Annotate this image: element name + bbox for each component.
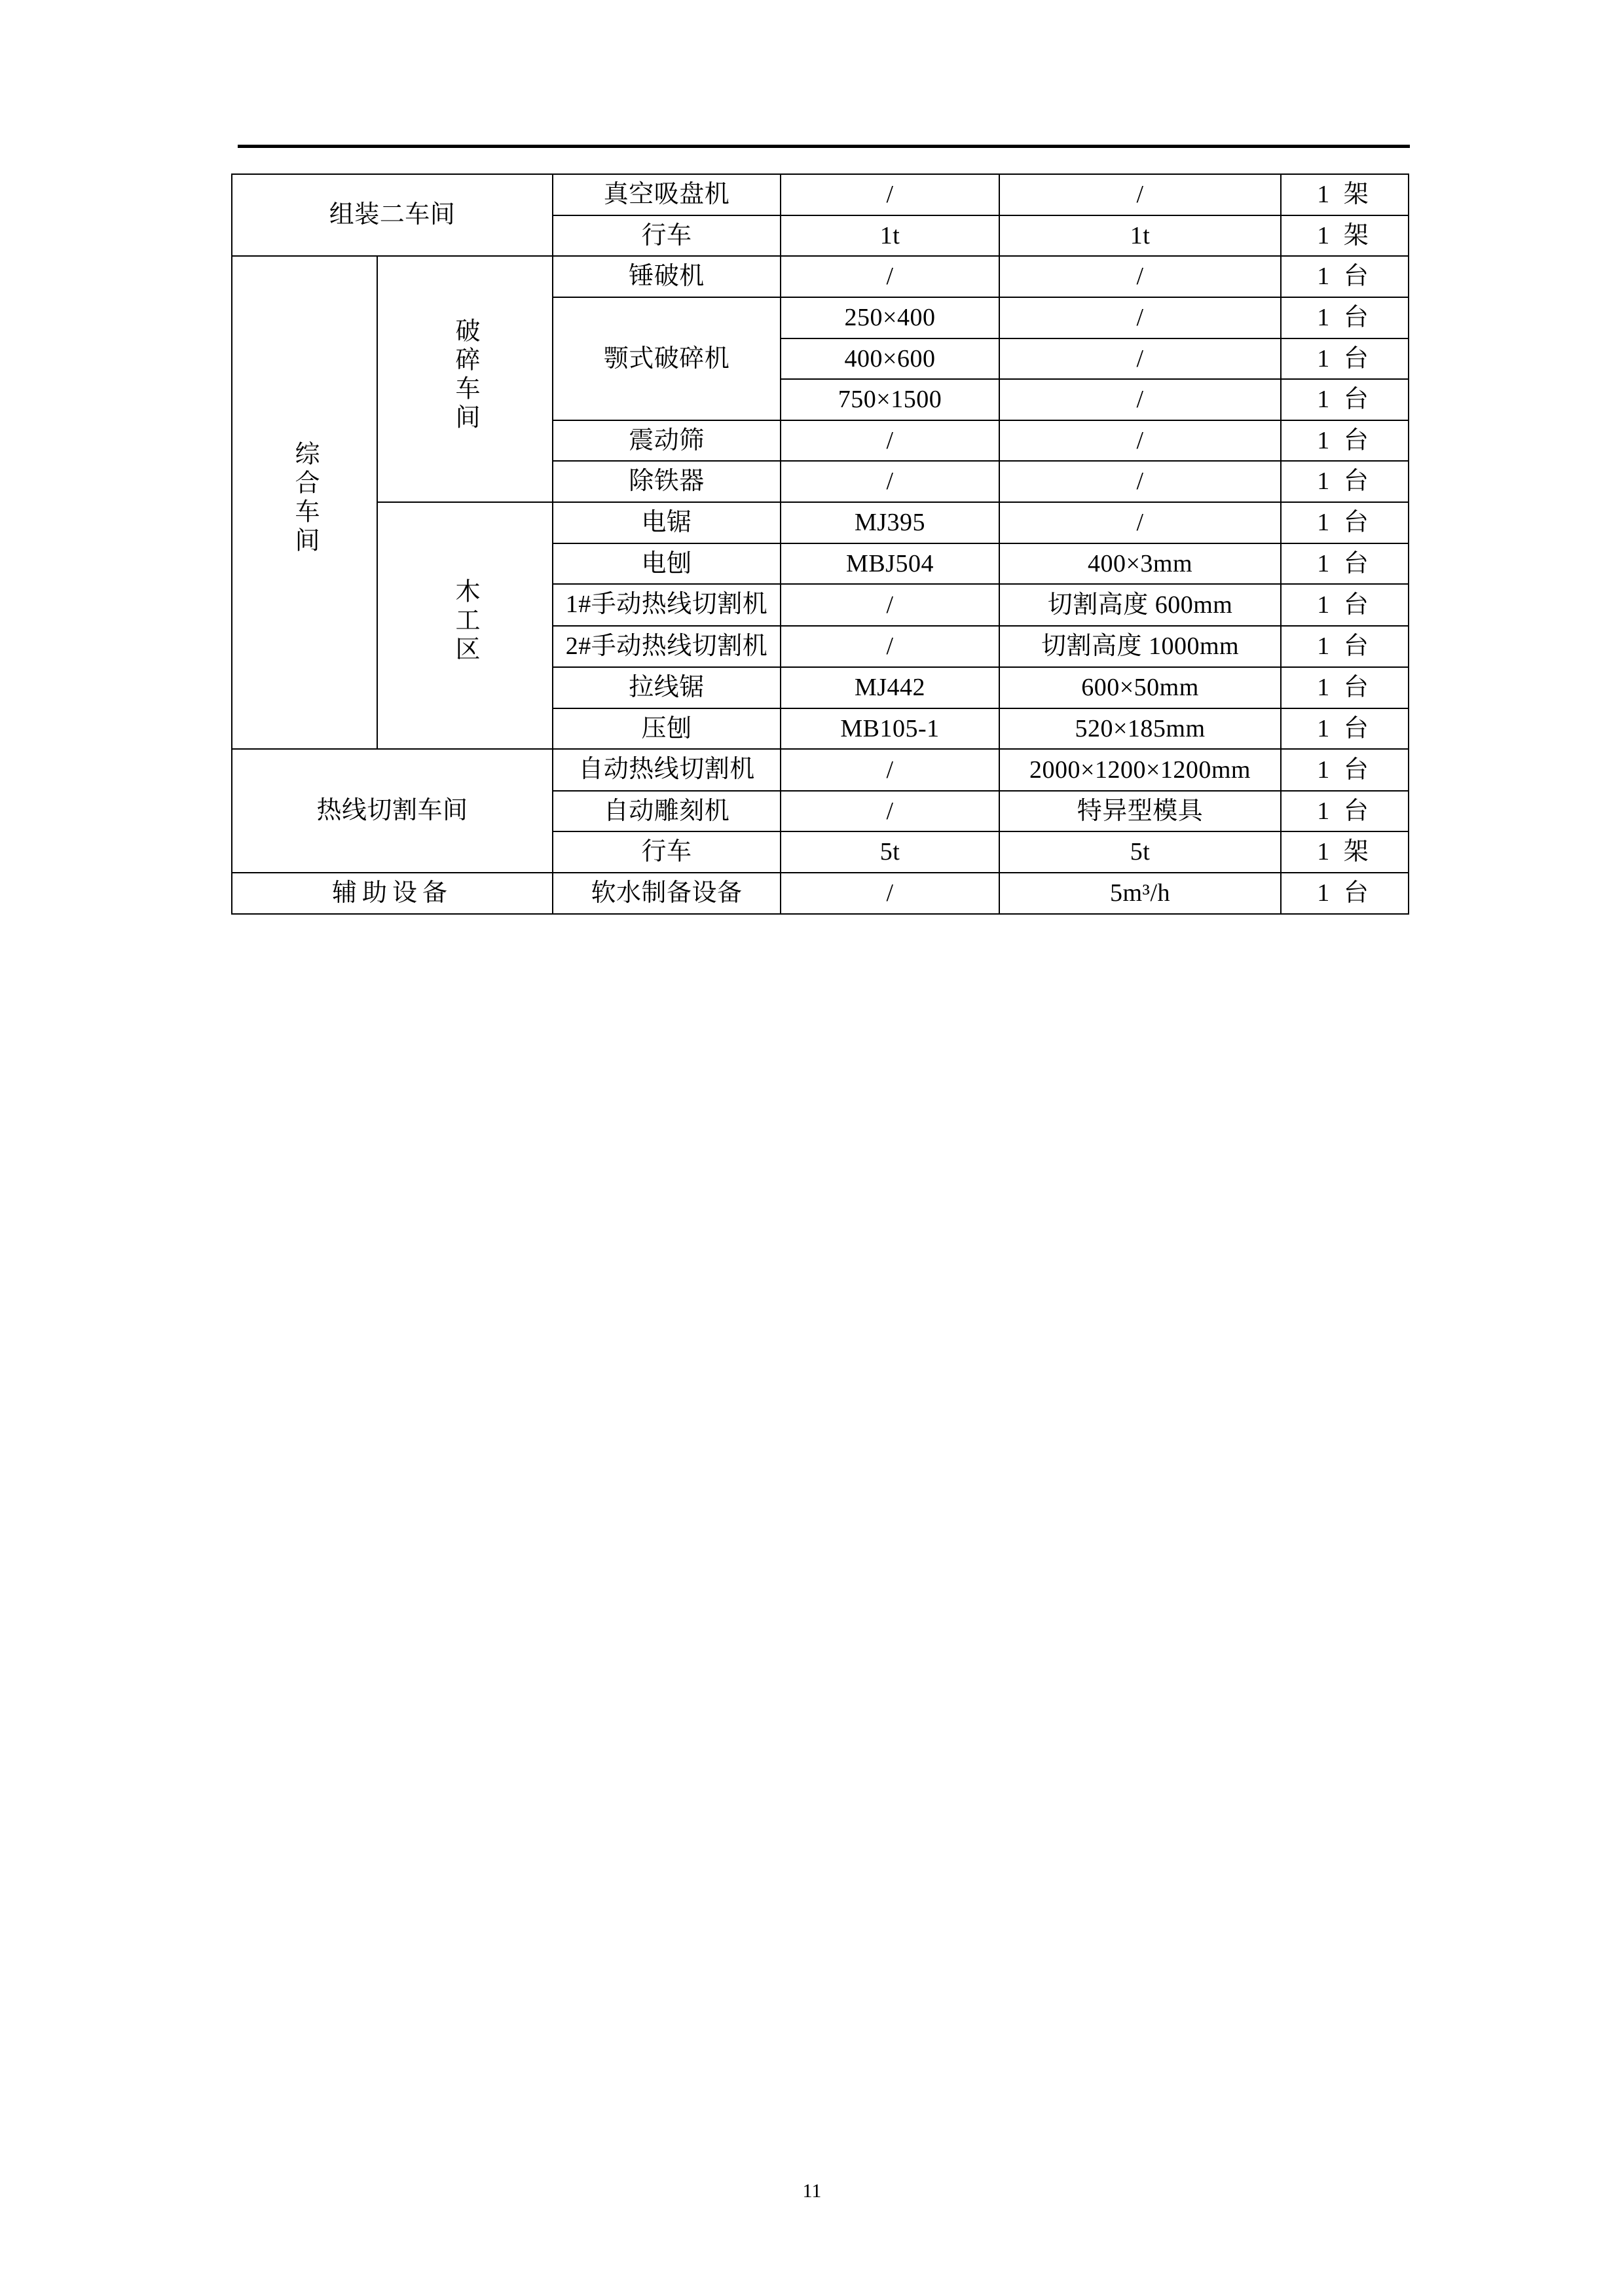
specification-label: / xyxy=(1136,181,1144,208)
equipment-label: 电刨 xyxy=(641,549,692,577)
cell-quantity xyxy=(1281,461,1409,502)
cell-specification xyxy=(999,420,1281,462)
quantity-label: 1 台 xyxy=(1317,386,1373,414)
cell-model xyxy=(781,379,999,420)
model-label: / xyxy=(886,797,894,825)
cell-equipment xyxy=(553,626,781,667)
specification-label: 5m³/h xyxy=(1110,879,1171,907)
equipment-label: 颚式破碎机 xyxy=(603,344,730,373)
cell-specification xyxy=(999,626,1281,667)
quantity-label: 1 架 xyxy=(1317,181,1373,208)
model-label: 250×400 xyxy=(844,303,936,331)
specification-label: / xyxy=(1136,509,1144,536)
cell-model xyxy=(781,215,999,257)
quantity-label: 1 台 xyxy=(1317,879,1373,907)
cell-model xyxy=(781,626,999,667)
area-label: 木工区 xyxy=(451,578,479,665)
specification-label: / xyxy=(1136,344,1144,373)
cell-area-crushing xyxy=(377,256,553,502)
table-row xyxy=(232,749,1409,790)
cell-model xyxy=(781,791,999,832)
cell-equipment xyxy=(553,584,781,625)
cell-model xyxy=(781,584,999,625)
cell-model xyxy=(781,708,999,750)
cell-model xyxy=(781,873,999,914)
quantity-label: 1 台 xyxy=(1317,303,1373,331)
cell-specification xyxy=(999,543,1281,585)
cell-quantity xyxy=(1281,831,1409,873)
cell-quantity xyxy=(1281,379,1409,420)
cell-specification xyxy=(999,379,1281,420)
model-label: MBJ504 xyxy=(846,549,934,577)
specification-label: / xyxy=(1136,303,1144,331)
cell-quantity xyxy=(1281,873,1409,914)
specification-label: 520×185mm xyxy=(1075,714,1206,742)
model-label: MJ395 xyxy=(854,509,926,536)
cell-equipment xyxy=(553,174,781,215)
cell-workshop-hotwire xyxy=(232,749,553,873)
equipment-label: 自动热线切割机 xyxy=(578,756,755,784)
cell-equipment xyxy=(553,791,781,832)
cell-quantity xyxy=(1281,708,1409,750)
model-label: / xyxy=(886,467,894,496)
cell-quantity xyxy=(1281,502,1409,543)
equipment-label: 震动筛 xyxy=(629,426,705,454)
model-label: / xyxy=(886,632,894,661)
quantity-label: 1 台 xyxy=(1317,714,1373,742)
header-rule xyxy=(238,145,1410,148)
model-label: / xyxy=(886,591,894,619)
cell-quantity xyxy=(1281,256,1409,297)
quantity-label: 1 台 xyxy=(1317,426,1373,454)
specification-label: 特异型模具 xyxy=(1077,797,1204,825)
cell-equipment xyxy=(553,543,781,585)
specification-label: / xyxy=(1136,467,1144,496)
model-label: / xyxy=(886,756,894,784)
equipment-table-wrapper xyxy=(231,173,1408,915)
workshop-label: 热线切割车间 xyxy=(316,797,468,825)
cell-model xyxy=(781,543,999,585)
cell-specification xyxy=(999,256,1281,297)
quantity-label: 1 台 xyxy=(1317,797,1373,825)
cell-quantity xyxy=(1281,543,1409,585)
cell-model xyxy=(781,667,999,708)
specification-label: / xyxy=(1136,426,1144,454)
cell-model xyxy=(781,749,999,790)
model-label: / xyxy=(886,263,894,291)
table-row xyxy=(232,256,1409,297)
quantity-label: 1 台 xyxy=(1317,549,1373,577)
specification-label: / xyxy=(1136,263,1144,291)
table-row xyxy=(232,502,1409,543)
equipment-label: 行车 xyxy=(641,221,692,249)
quantity-label: 1 台 xyxy=(1317,674,1373,702)
equipment-label: 压刨 xyxy=(641,714,692,742)
cell-specification xyxy=(999,215,1281,257)
quantity-label: 1 台 xyxy=(1317,756,1373,784)
model-label: / xyxy=(886,426,894,454)
cell-equipment xyxy=(553,215,781,257)
cell-specification xyxy=(999,174,1281,215)
cell-quantity xyxy=(1281,626,1409,667)
table-row xyxy=(232,174,1409,215)
cell-specification xyxy=(999,667,1281,708)
cell-model xyxy=(781,831,999,873)
workshop-label: 组装二车间 xyxy=(329,201,456,229)
cell-quantity xyxy=(1281,174,1409,215)
cell-specification xyxy=(999,831,1281,873)
cell-quantity xyxy=(1281,667,1409,708)
model-label: / xyxy=(886,181,894,208)
equipment-label: 真空吸盘机 xyxy=(603,181,730,208)
cell-quantity xyxy=(1281,297,1409,338)
specification-label: / xyxy=(1136,386,1144,414)
equipment-table xyxy=(231,173,1409,915)
quantity-label: 1 架 xyxy=(1317,221,1373,249)
cell-specification xyxy=(999,502,1281,543)
cell-equipment xyxy=(553,502,781,543)
cell-equipment xyxy=(553,708,781,750)
cell-model xyxy=(781,174,999,215)
equipment-label: 2#手动热线切割机 xyxy=(565,632,768,660)
cell-equipment xyxy=(553,873,781,914)
quantity-label: 1 台 xyxy=(1317,591,1373,619)
cell-model xyxy=(781,338,999,380)
cell-equipment xyxy=(553,667,781,708)
specification-label: 600×50mm xyxy=(1081,674,1199,702)
cell-specification xyxy=(999,584,1281,625)
cell-specification xyxy=(999,873,1281,914)
specification-label: 1t xyxy=(1130,221,1151,249)
cell-equipment xyxy=(553,749,781,790)
quantity-label: 1 台 xyxy=(1317,263,1373,291)
workshop-label: 综合车间 xyxy=(291,441,318,556)
equipment-label: 锤破机 xyxy=(629,263,705,291)
cell-quantity xyxy=(1281,420,1409,462)
specification-label: 2000×1200×1200mm xyxy=(1029,756,1251,784)
equipment-label: 行车 xyxy=(641,838,692,866)
specification-label: 400×3mm xyxy=(1087,549,1193,577)
cell-workshop xyxy=(232,174,553,256)
model-label: 400×600 xyxy=(844,344,936,373)
cell-workshop-auxiliary xyxy=(232,873,553,914)
quantity-label: 1 架 xyxy=(1317,838,1373,866)
model-label: MB105-1 xyxy=(840,714,940,742)
cell-quantity xyxy=(1281,584,1409,625)
cell-model xyxy=(781,502,999,543)
cell-specification xyxy=(999,791,1281,832)
model-label: MJ442 xyxy=(854,674,926,702)
equipment-label: 拉线锯 xyxy=(629,674,705,702)
cell-quantity xyxy=(1281,791,1409,832)
quantity-label: 1 台 xyxy=(1317,509,1373,536)
quantity-label: 1 台 xyxy=(1317,467,1373,496)
workshop-label: 辅助设备 xyxy=(332,879,453,907)
model-label: / xyxy=(886,879,894,907)
model-label: 750×1500 xyxy=(838,386,942,414)
quantity-label: 1 台 xyxy=(1317,344,1373,373)
cell-model xyxy=(781,461,999,502)
equipment-label: 自动雕刻机 xyxy=(603,797,730,825)
cell-model xyxy=(781,256,999,297)
specification-label: 切割高度 1000mm xyxy=(1041,632,1240,661)
cell-specification xyxy=(999,338,1281,380)
equipment-label: 软水制备设备 xyxy=(591,879,743,907)
table-row xyxy=(232,873,1409,914)
specification-label: 5t xyxy=(1130,838,1151,866)
cell-model xyxy=(781,420,999,462)
model-label: 5t xyxy=(879,838,900,866)
cell-model xyxy=(781,297,999,338)
cell-equipment xyxy=(553,831,781,873)
cell-quantity xyxy=(1281,338,1409,380)
equipment-label: 电锯 xyxy=(641,509,692,536)
cell-equipment xyxy=(553,461,781,502)
cell-equipment xyxy=(553,256,781,297)
cell-quantity xyxy=(1281,215,1409,257)
cell-equipment xyxy=(553,420,781,462)
cell-specification xyxy=(999,749,1281,790)
equipment-label: 除铁器 xyxy=(629,467,705,496)
model-label: 1t xyxy=(879,221,900,249)
cell-area-woodworking xyxy=(377,502,553,749)
quantity-label: 1 台 xyxy=(1317,632,1373,661)
equipment-label: 1#手动热线切割机 xyxy=(565,591,768,619)
cell-workshop-comprehensive xyxy=(232,256,377,749)
cell-equipment-jaw-crusher xyxy=(553,297,781,420)
cell-specification xyxy=(999,461,1281,502)
area-label: 破碎车间 xyxy=(451,317,479,433)
specification-label: 切割高度 600mm xyxy=(1047,591,1233,619)
cell-specification xyxy=(999,297,1281,338)
page-number: 11 xyxy=(802,2180,822,2202)
cell-specification xyxy=(999,708,1281,750)
cell-quantity xyxy=(1281,749,1409,790)
